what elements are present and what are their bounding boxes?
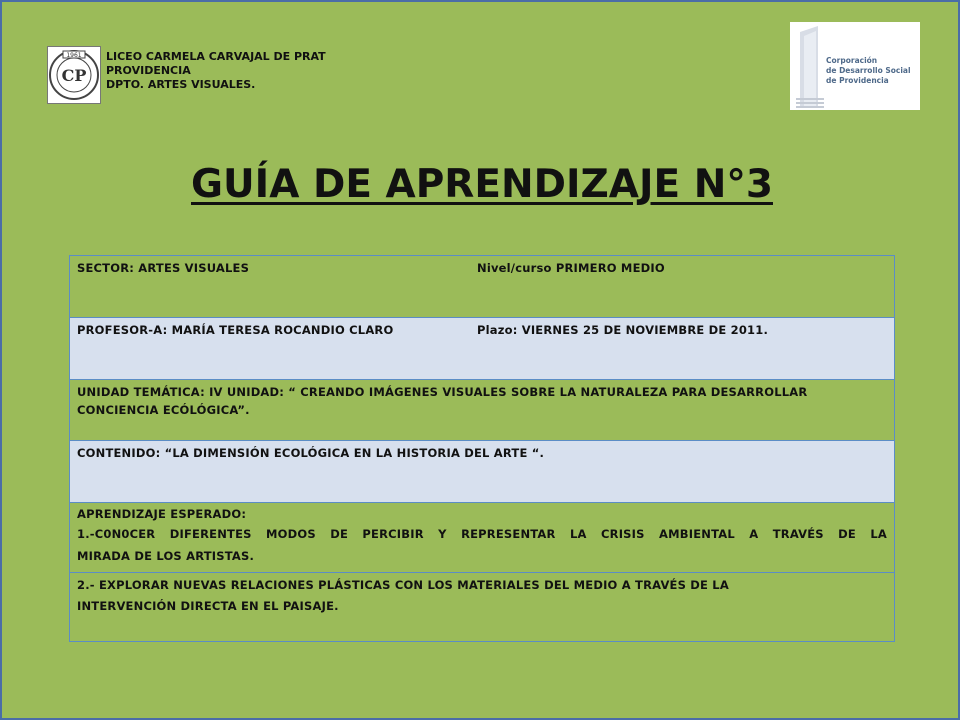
sector-text: SECTOR: ARTES VISUALES (77, 261, 250, 275)
aprendizaje-2-line-2: INTERVENCIÓN DIRECTA EN EL PAISAJE. (77, 599, 339, 613)
school-department: DPTO. ARTES VISUALES. (106, 78, 256, 91)
svg-text:1961: 1961 (66, 52, 82, 59)
corporation-logo (790, 22, 920, 110)
aprendizaje-1-line-1: 1.-C0N0CER DIFERENTES MODOS DE PERCIBIR Y REPRESENTAR LA CRISIS AMBIENTAL A TRAVÉS DE LA (77, 527, 887, 541)
info-table (69, 255, 895, 642)
table-row-aprendizaje-2 (69, 573, 895, 642)
aprendizaje-1-line-2: MIRADA DE LOS ARTISTAS. (77, 549, 255, 563)
svg-text:CP: CP (61, 66, 87, 85)
table-row-sector (69, 255, 895, 318)
corp-line-2: de Desarrollo Social (826, 66, 911, 75)
building-icon (792, 22, 826, 110)
plazo-text: Plazo: VIERNES 25 DE NOVIEMBRE DE 2011. (477, 323, 769, 337)
contenido-text: CONTENIDO: “LA DIMENSIÓN ECOLÓGICA EN LA HISTORIA DEL ARTE “. (77, 446, 545, 460)
aprendizaje-2-line-1: 2.- EXPLORAR NUEVAS RELACIONES PLÁSTICAS CON LOS MATERIALES DEL MEDIO A TRAVÉS DE LA (77, 578, 729, 592)
school-seal-icon (48, 47, 100, 103)
unidad-line-2: CONCIENCIA ECÓLÓGICA”. (77, 403, 250, 417)
corp-line-1: Corporación (826, 56, 878, 65)
school-name: LICEO CARMELA CARVAJAL DE PRAT (106, 50, 326, 63)
unidad-line-1: UNIDAD TEMÁTICA: IV UNIDAD: “ CREANDO IMÁGENES VISUALES SOBRE LA NATURALEZA PARA DESARROLLAR (77, 385, 808, 399)
aprendizaje-label: APRENDIZAJE ESPERADO: (77, 507, 247, 521)
table-row-contenido (69, 441, 895, 503)
table-row-aprendizaje-1 (69, 503, 895, 573)
table-row-profesor (69, 318, 895, 380)
school-city: PROVIDENCIA (106, 64, 191, 77)
page-title: GUÍA DE APRENDIZAJE N°3 (191, 162, 773, 207)
table-row-unidad (69, 380, 895, 441)
corp-line-3: de Providencia (826, 76, 889, 85)
school-logo (47, 46, 101, 104)
nivel-text: Nivel/curso PRIMERO MEDIO (477, 261, 665, 275)
school-info (106, 50, 326, 92)
profesor-text: PROFESOR-A: MARÍA TERESA ROCANDIO CLARO (77, 323, 394, 337)
